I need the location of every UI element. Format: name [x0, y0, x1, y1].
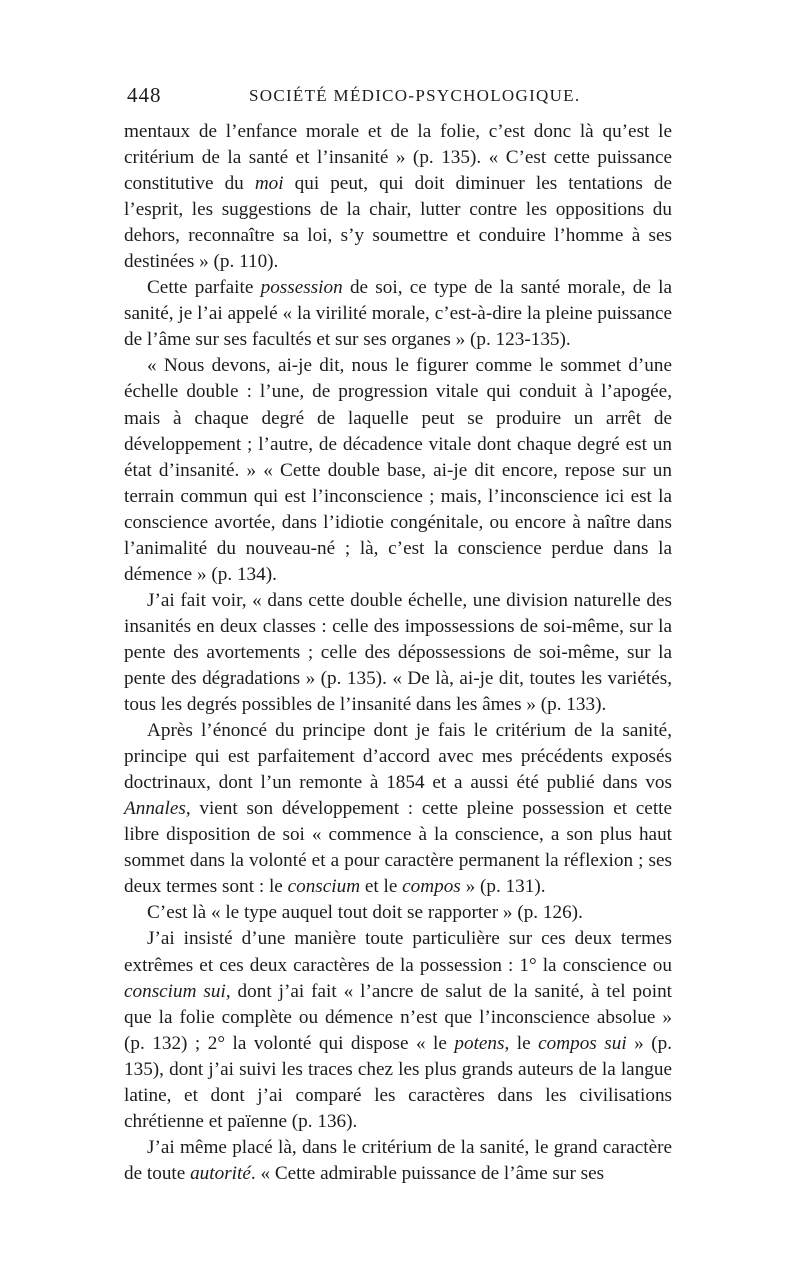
text-run: Après l’énoncé du principe dont je fais le critérium de la sanité, principe qui est parfaitement d’accord avec mes précédents exposés doctrinaux, dont l’un remonte à 1854 et a aussi été publié dans vos — [124, 720, 672, 794]
paragraph — [124, 926, 672, 1134]
page-number: 448 — [127, 83, 162, 107]
italic-term: moi — [254, 173, 284, 195]
paragraph — [124, 353, 672, 587]
italic-term: Annales — [124, 798, 186, 820]
italic-term: conscium sui — [124, 980, 226, 1002]
text-run: C’est là « le type auquel tout doit se rapporter » (p. 126). — [147, 902, 583, 924]
paragraph — [124, 900, 672, 926]
text-run: J’ai fait voir, « dans cette double échelle, une division naturelle des insanités en deux classes : celle des impossessions de soi-même, sur la pente des avortements ; celle des dépossessions de soi-même, sur la pente des dégradations » (p. 135). « De là, ai-je dit, toutes les variétés, tous les degrés possibles de l’insanité dans les âmes » (p. 133). — [124, 589, 672, 716]
text-run: , le — [504, 1032, 539, 1054]
italic-term: compos sui — [538, 1032, 627, 1054]
paragraph — [124, 588, 672, 718]
text-run: Cette parfaite — [147, 277, 261, 299]
text-run: qui peut, qui doit diminuer les tentations de l’esprit, les suggestions de la chair, lutter contre les oppositions du dehors, reconnaître sa loi, s’y soumettre et conduire l’homme à ses destinées » (p. 110). — [124, 173, 672, 273]
text-run: » (p. 131). — [460, 876, 546, 898]
text-run: et le — [360, 876, 403, 898]
italic-term: autorité — [190, 1162, 251, 1184]
paragraph — [124, 1135, 672, 1187]
text-run: « Nous devons, ai-je dit, nous le figurer comme le sommet d’une échelle double : l’une, de progression vitale qui conduit à l’apogée, mais à chaque degré de laquelle peut se produire un arrêt de développement ; l’autre, de décadence vitale dont chaque degré est un état d’insanité. » « Cette double base, ai-je dit encore, repose sur un terrain commun qui est l’inconscience ; mais, l’inconscience ici est la conscience avortée, dans l’idiotie congénitale, ou encore à naître dans l’animalité du nouveau-né ; là, c’est la conscience perdue dans la démence » (p. 134). — [124, 355, 672, 585]
text-run: de soi, ce type de la santé morale, de la sanité, je l’ai appelé « la virilité morale, c’est-à-dire la pleine puissance de l’âme sur ses facultés et sur ses organes » (p. 123-135). — [124, 277, 672, 351]
paragraph — [124, 119, 672, 275]
italic-term: possession — [260, 277, 343, 299]
text-run: , vient son développement : cette pleine possession et cette libre disposition de soi « commence à la conscience, a son plus haut sommet dans la volonté et a pour caractère permanent la réflexion ; ses deux termes sont : le — [124, 798, 672, 898]
body-text — [124, 119, 672, 1187]
italic-term: compos — [402, 876, 461, 898]
running-title: SOCIÉTÉ MÉDICO-PSYCHOLOGIQUE. — [249, 86, 581, 105]
paragraph — [124, 275, 672, 353]
running-head — [127, 83, 672, 117]
text-run: mentaux de l’enfance morale et de la folie, c’est donc là qu’est le critérium de la santé et l’insanité » (p. 135). « C’est cette puissance constitutive du — [124, 121, 672, 195]
text-run: . « Cette admirable puissance de l’âme sur ses — [250, 1162, 605, 1184]
italic-term: conscium — [287, 876, 361, 898]
text-run: » (p. 135), dont j’ai suivi les traces chez les plus grands auteurs de la langue latine, et dont j’ai comparé les caractères dans les civilisations chrétienne et païenne (p. 136). — [124, 1032, 673, 1132]
paragraph — [124, 718, 672, 900]
text-run: , dont j’ai fait « l’ancre de salut de la sanité, à tel point que la folie complète ou démence n’est que l’inconscience absolue » (p. 132) ; 2° la volonté qui dispose « le — [124, 980, 672, 1054]
text-run: J’ai insisté d’une manière toute particulière sur ces deux termes extrêmes et ces deux caractères de la possession : 1° la conscience ou — [124, 928, 672, 976]
text-run: J’ai même placé là, dans le critérium de la sanité, le grand caractère de toute — [124, 1136, 672, 1184]
italic-term: potens — [454, 1032, 505, 1054]
